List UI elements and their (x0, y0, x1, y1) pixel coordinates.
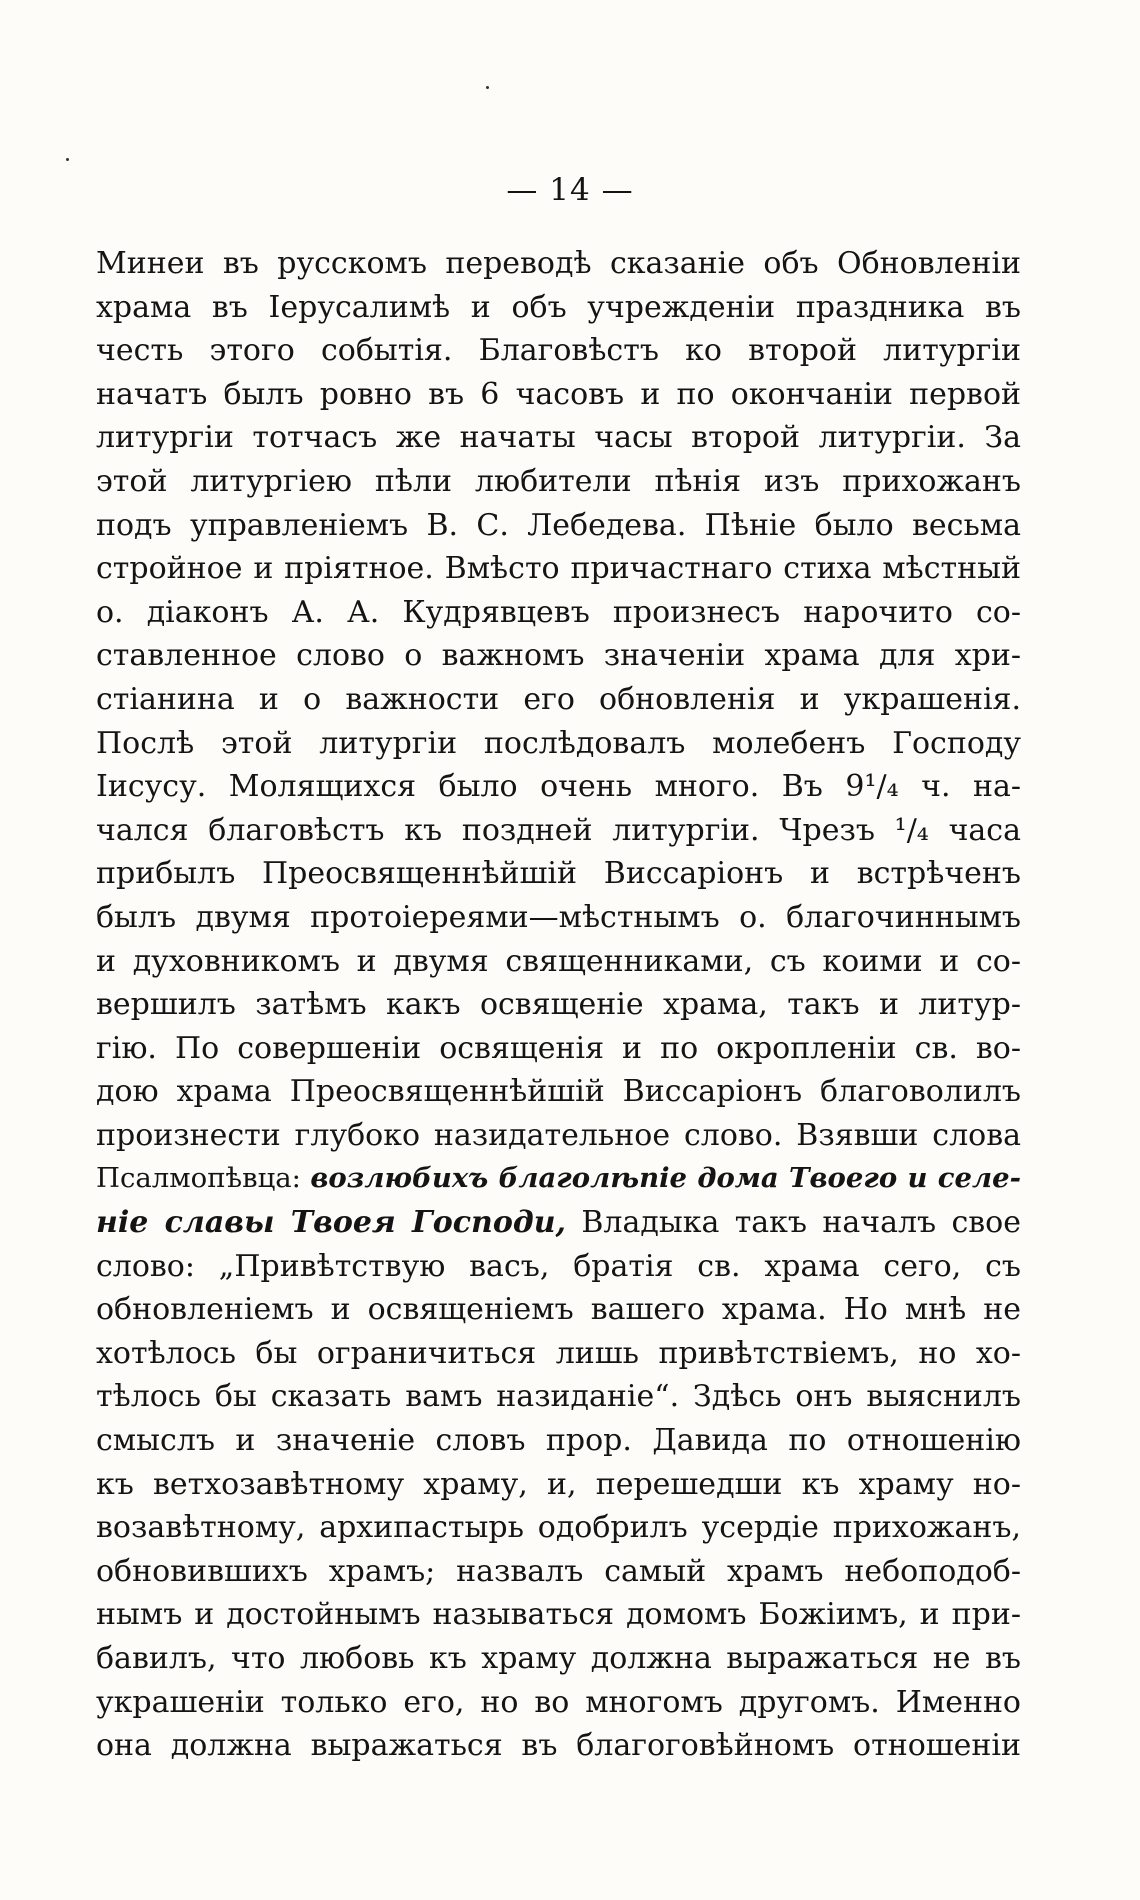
line-text: Іисусу. Молящихся было очень много. Въ 9¹/₄ ч. на- (96, 769, 1021, 805)
text-line (96, 852, 1021, 896)
italic-quote: возлюбихъ благолѣпіе дома Твоего и селе- (310, 1162, 1021, 1195)
text-line (96, 1463, 1021, 1507)
text-line (96, 765, 1021, 809)
text-line (96, 1245, 1021, 1289)
text-line (96, 591, 1021, 635)
text-line (96, 1375, 1021, 1419)
text-line (96, 416, 1021, 460)
text-line (96, 1419, 1021, 1463)
line-text: слово: „Привѣтствую васъ, братія св. храма сего, съ (96, 1248, 1021, 1284)
text-line (96, 286, 1021, 330)
text-line (96, 983, 1021, 1027)
line-text: чался благовѣстъ къ поздней литургіи. Чрезъ ¹/₄ часа (96, 812, 1021, 848)
line-text: украшеніи только его, но во многомъ другомъ. Именно (96, 1684, 1021, 1720)
line-text: произнести глубоко назидательное слово. Взявши слова (96, 1117, 1021, 1153)
line-text: начатъ былъ ровно въ 6 часовъ и по окончаніи первой (96, 376, 1021, 412)
text-line (96, 1506, 1021, 1550)
page-number: — 14 — (506, 172, 634, 208)
text-line (96, 373, 1021, 417)
text-line (96, 1157, 1021, 1201)
text-line (96, 1550, 1021, 1594)
line-text: смыслъ и значеніе словъ прор. Давида по отношенію (96, 1423, 1021, 1459)
speck-top (486, 86, 489, 89)
line-text: тѣлось бы сказать вамъ назиданіе“. Здѣсь онъ выяснилъ (96, 1379, 1021, 1415)
line-text: она должна выражаться въ благоговѣйномъ отношеніи (96, 1728, 1021, 1764)
line-text: стройное и пріятное. Вмѣсто причастнаго стиха мѣстный (96, 551, 1021, 587)
line-text: обновившихъ храмъ; назвалъ самый храмъ небоподоб- (96, 1553, 1021, 1589)
line-text: Послѣ этой литургіи послѣдовалъ молебенъ Господу (96, 725, 1021, 761)
line-text: Псалмопѣвца: (96, 1162, 301, 1195)
text-line (96, 722, 1021, 766)
line-text: стіанина и о важности его обновленія и украшенія. (96, 681, 1021, 717)
line-text: ставленное слово о важномъ значеніи храма для хри- (96, 638, 1021, 674)
italic-quote: ніе славы Твоея Господи, (96, 1205, 566, 1241)
line-text: нымъ и достойнымъ называться домомъ Божіимъ, и при- (96, 1597, 1021, 1633)
line-text: этой литургіею пѣли любители пѣнія изъ прихожанъ (96, 463, 1021, 499)
line-text: честь этого событія. Благовѣстъ ко второй литургіи (96, 333, 1021, 369)
text-line (96, 896, 1021, 940)
text-line (96, 678, 1021, 722)
text-line (96, 1027, 1021, 1071)
line-text: гію. По совершеніи освященія и по окропленіи св. во- (96, 1030, 1021, 1066)
line-text: бавилъ, что любовь къ храму должна выражаться не въ (96, 1641, 1021, 1676)
line-text: и духовникомъ и двумя священниками, съ коими и со- (96, 943, 1021, 979)
text-line (96, 1593, 1021, 1637)
line-text: храма въ Іерусалимѣ и объ учрежденіи праздника въ (96, 289, 1021, 325)
text-line (96, 460, 1021, 504)
line-text: подъ управленіемъ В. С. Лебедева. Пѣніе было весьма (96, 507, 1021, 543)
body-text (96, 242, 1021, 1768)
text-line (96, 1114, 1021, 1158)
line-text: литургіи тотчасъ же начаты часы второй литургіи. За (96, 420, 1021, 456)
text-line (96, 1288, 1021, 1332)
line-text: вершилъ затѣмъ какъ освященіе храма, такъ и литур- (96, 987, 1021, 1023)
speck-left (66, 158, 69, 161)
text-line (96, 809, 1021, 853)
line-text: Минеи въ русскомъ переводѣ сказаніе объ Обновленіи (96, 246, 1021, 281)
line-text: прибылъ Преосвященнѣйшій Виссаріонъ и встрѣченъ (96, 856, 1021, 892)
line-text: хотѣлось бы ограничиться лишь привѣтствіемъ, но хо- (96, 1335, 1021, 1371)
line-text: былъ двумя протоіереями—мѣстнымъ о. благочиннымъ (96, 899, 1021, 935)
text-line (96, 329, 1021, 373)
text-line (96, 1724, 1021, 1768)
text-line (96, 1637, 1021, 1681)
line-text: къ ветхозавѣтному храму, и, перешедши къ храму но- (96, 1466, 1021, 1502)
text-line (96, 547, 1021, 591)
text-line (96, 1070, 1021, 1114)
line-text: обновленіемъ и освященіемъ вашего храма. Но мнѣ не (96, 1292, 1021, 1328)
text-line (96, 1201, 1021, 1245)
text-line (96, 504, 1021, 548)
line-text: Владыка такъ началъ свое (581, 1205, 1021, 1241)
line-text: возавѣтному, архипастырь одобрилъ усердіе прихожанъ, (96, 1510, 1021, 1546)
line-text: дою храма Преосвященнѣйшій Виссаріонъ благоволилъ (96, 1074, 1021, 1110)
text-line (96, 634, 1021, 678)
text-line (96, 940, 1021, 984)
text-line (96, 1681, 1021, 1725)
line-text: о. діаконъ А. А. Кудрявцевъ произнесъ нарочито со- (96, 594, 1021, 630)
text-line (96, 242, 1021, 286)
text-line (96, 1332, 1021, 1376)
